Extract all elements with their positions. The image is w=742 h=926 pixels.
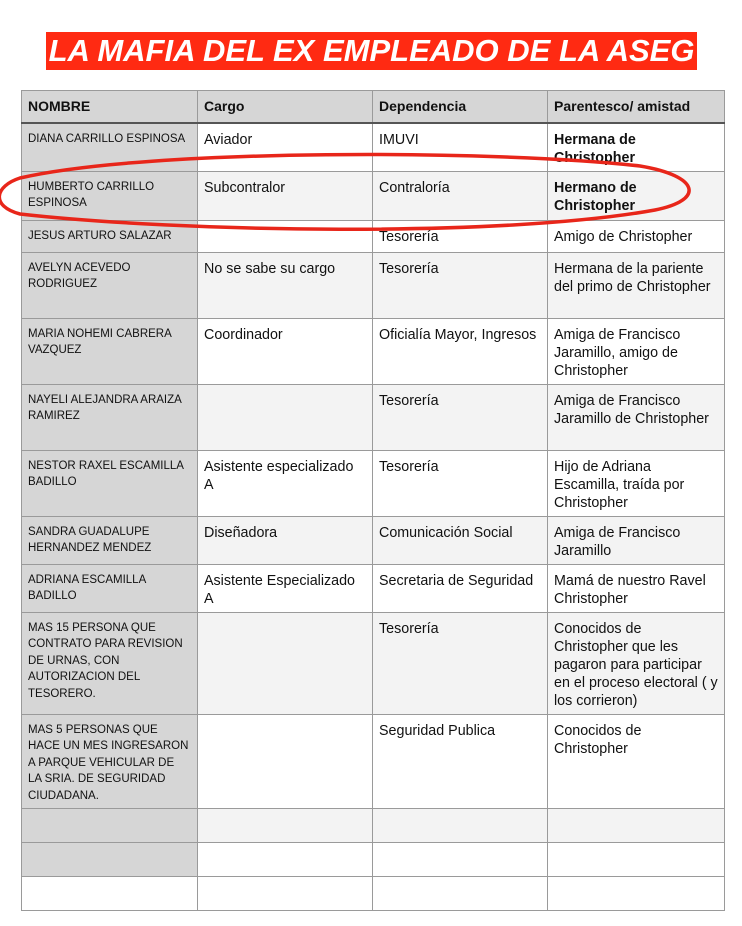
cell-parentesco: Hermano de Christopher: [548, 171, 725, 220]
cell-nombre: JESUS ARTURO SALAZAR: [22, 220, 198, 252]
table-row: [22, 612, 725, 714]
cell-cargo: [198, 843, 373, 877]
table-row: [22, 843, 725, 877]
table-row: [22, 384, 725, 450]
table-row: [22, 516, 725, 564]
cell-cargo: Coordinador: [198, 318, 373, 384]
cell-cargo: Subcontralor: [198, 171, 373, 220]
cell-nombre: NESTOR RAXEL ESCAMILLA BADILLO: [22, 450, 198, 516]
cell-parentesco: [548, 877, 725, 911]
cell-parentesco: [548, 843, 725, 877]
cell-nombre: [22, 843, 198, 877]
cell-cargo: [198, 220, 373, 252]
cell-dependencia: Secretaria de Seguridad: [373, 564, 548, 612]
cell-dependencia: [373, 809, 548, 843]
table-row: [22, 318, 725, 384]
employee-table: [21, 90, 725, 911]
cell-cargo: No se sabe su cargo: [198, 252, 373, 318]
cell-parentesco: Amiga de Francisco Jaramillo de Christopher: [548, 384, 725, 450]
cell-cargo: Diseñadora: [198, 516, 373, 564]
cell-parentesco: Amiga de Francisco Jaramillo: [548, 516, 725, 564]
table-row: [22, 123, 725, 172]
table-row: [22, 714, 725, 809]
cell-parentesco: Amiga de Francisco Jaramillo, amigo de Christopher: [548, 318, 725, 384]
cell-dependencia: [373, 843, 548, 877]
column-header-cargo: Cargo: [198, 91, 373, 123]
cell-dependencia: Tesorería: [373, 450, 548, 516]
table-row: [22, 809, 725, 843]
cell-nombre: DIANA CARRILLO ESPINOSA: [22, 123, 198, 172]
cell-dependencia: IMUVI: [373, 123, 548, 172]
cell-cargo: [198, 877, 373, 911]
cell-parentesco: Hermana de la pariente del primo de Christopher: [548, 252, 725, 318]
cell-parentesco: [548, 809, 725, 843]
cell-nombre: [22, 877, 198, 911]
cell-dependencia: Tesorería: [373, 612, 548, 714]
column-header-nombre: NOMBRE: [22, 91, 198, 123]
cell-cargo: Aviador: [198, 123, 373, 172]
cell-cargo: [198, 714, 373, 809]
cell-dependencia: Tesorería: [373, 220, 548, 252]
cell-dependencia: Tesorería: [373, 252, 548, 318]
cell-cargo: Asistente especializado A: [198, 450, 373, 516]
table-header-row: [22, 91, 725, 123]
table-row: [22, 252, 725, 318]
cell-nombre: MAS 5 PERSONAS QUE HACE UN MES INGRESARON A PARQUE VEHICULAR DE LA SRIA. DE SEGURIDAD CIUDADANA.: [22, 714, 198, 809]
table-row: [22, 564, 725, 612]
cell-dependencia: Oficialía Mayor, Ingresos: [373, 318, 548, 384]
table-row: [22, 877, 725, 911]
cell-nombre: ADRIANA ESCAMILLA BADILLO: [22, 564, 198, 612]
cell-parentesco: Hermana de Christopher: [548, 123, 725, 172]
cell-nombre: AVELYN ACEVEDO RODRIGUEZ: [22, 252, 198, 318]
cell-nombre: MAS 15 PERSONA QUE CONTRATO PARA REVISION DE URNAS, CON AUTORIZACION DEL TESORERO.: [22, 612, 198, 714]
table-row: [22, 450, 725, 516]
cell-nombre: SANDRA GUADALUPE HERNANDEZ MENDEZ: [22, 516, 198, 564]
table-row: [22, 171, 725, 220]
cell-parentesco: Amigo de Christopher: [548, 220, 725, 252]
cell-nombre: HUMBERTO CARRILLO ESPINOSA: [22, 171, 198, 220]
cell-dependencia: [373, 877, 548, 911]
cell-parentesco: Conocidos de Christopher que les pagaron para participar en el proceso electoral ( y los corrieron): [548, 612, 725, 714]
cell-nombre: NAYELI ALEJANDRA ARAIZA RAMIREZ: [22, 384, 198, 450]
cell-cargo: [198, 384, 373, 450]
table-row: [22, 220, 725, 252]
cell-dependencia: Tesorería: [373, 384, 548, 450]
cell-cargo: Asistente Especializado A: [198, 564, 373, 612]
cell-cargo: [198, 612, 373, 714]
cell-dependencia: Seguridad Publica: [373, 714, 548, 809]
cell-nombre: MARIA NOHEMI CABRERA VAZQUEZ: [22, 318, 198, 384]
cell-parentesco: Hijo de Adriana Escamilla, traída por Christopher: [548, 450, 725, 516]
cell-nombre: [22, 809, 198, 843]
cell-parentesco: Conocidos de Christopher: [548, 714, 725, 809]
column-header-dependencia: Dependencia: [373, 91, 548, 123]
cell-dependencia: Contraloría: [373, 171, 548, 220]
column-header-parentesco: Parentesco/ amistad: [548, 91, 725, 123]
page-title: LA MAFIA DEL EX EMPLEADO DE LA ASEG: [46, 32, 697, 70]
cell-dependencia: Comunicación Social: [373, 516, 548, 564]
cell-cargo: [198, 809, 373, 843]
cell-parentesco: Mamá de nuestro Ravel Christopher: [548, 564, 725, 612]
